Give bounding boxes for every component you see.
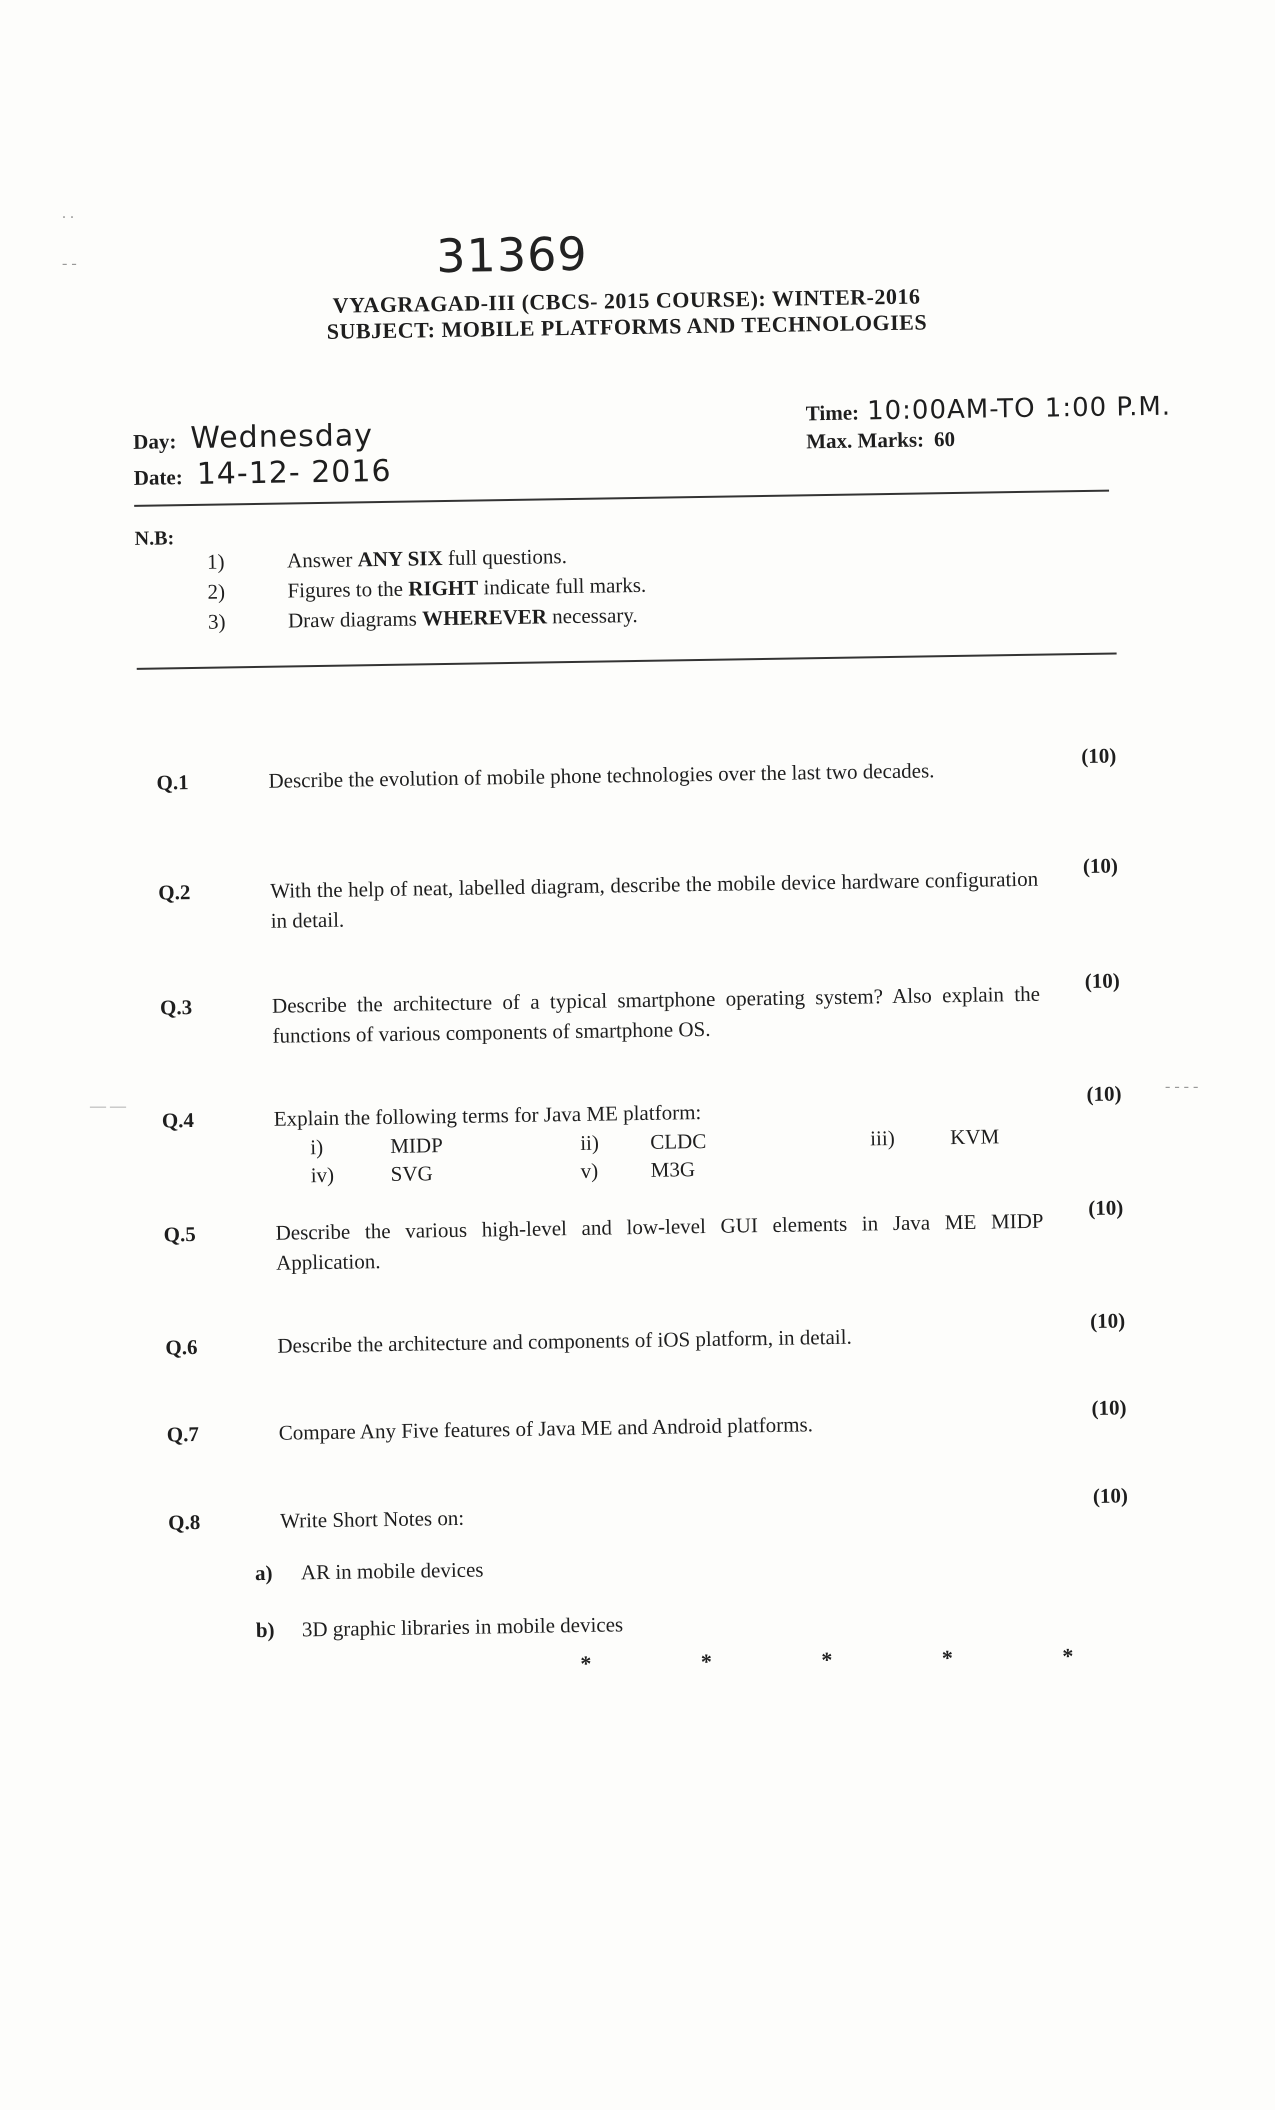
question-4 <box>161 1081 1123 1191</box>
question-text: Describe the various high-level and low-level GUI elements in Java ME MIDP Application. <box>275 1208 1044 1275</box>
question-number: Q.1 <box>156 770 189 795</box>
instruction-item <box>208 600 647 637</box>
instruction-emphasis: ANY SIX <box>357 546 443 572</box>
question-marks: (10) <box>1081 743 1117 769</box>
date-row <box>133 454 391 493</box>
instruction-text: necessary. <box>546 602 638 629</box>
date-value: 14-12- 2016 <box>196 453 392 492</box>
term: KVM <box>950 1124 1000 1150</box>
short-note-a <box>255 1558 484 1587</box>
term: CLDC <box>650 1128 707 1154</box>
question-text: Describe the architecture of a typical smartphone operating system? Also explain the functions of various components of smartphone OS. <box>271 981 1041 1048</box>
question-marks: (10) <box>1088 1195 1124 1220</box>
exam-title: VYAGRAGAD-III (CBCS- 2015 COURSE): WINTER-2016 <box>332 283 921 318</box>
scan-mark: — — <box>90 1098 126 1115</box>
instruction-emphasis: WHEREVER <box>421 604 548 631</box>
term: M3G <box>650 1157 696 1182</box>
question-1 <box>156 743 1117 797</box>
question-marks: (10) <box>1089 1308 1126 1333</box>
max-marks-label: Max. Marks: <box>806 427 925 454</box>
question-number: Q.8 <box>167 1509 201 1535</box>
question-marks: (10) <box>1084 968 1120 994</box>
short-note-letter: a) <box>254 1560 273 1586</box>
divider-top <box>134 490 1109 507</box>
term-number: ii) <box>580 1130 600 1155</box>
time-row <box>806 392 1172 428</box>
question-2 <box>158 853 1119 937</box>
instruction-text: full questions. <box>442 544 568 571</box>
instruction-text: Draw diagrams <box>287 606 423 633</box>
instruction-text: Figures to the <box>287 576 409 603</box>
short-note-text: 3D graphic libraries in mobile devices <box>301 1612 624 1642</box>
instructions-list <box>207 540 647 637</box>
question-number: Q.3 <box>159 995 193 1020</box>
question-number: Q.7 <box>166 1421 200 1447</box>
instruction-number: 2) <box>207 579 226 604</box>
time-value: 10:00AM-TO 1:00 P.M. <box>866 391 1172 427</box>
question-marks: (10) <box>1092 1483 1129 1508</box>
day-row <box>133 418 373 457</box>
day-label: Day: <box>132 429 177 454</box>
question-marks: (10) <box>1086 1081 1122 1106</box>
instruction-text: indicate full marks. <box>478 572 647 600</box>
short-note-b <box>256 1612 624 1643</box>
question-number: Q.4 <box>161 1108 195 1133</box>
question-number: Q.5 <box>163 1222 196 1247</box>
question-text: Describe the evolution of mobile phone technologies over the last two decades. <box>268 758 935 793</box>
nb-label: N.B: <box>134 527 175 550</box>
term-number: iv) <box>310 1162 335 1188</box>
subject-title: SUBJECT: MOBILE PLATFORMS AND TECHNOLOGIES <box>326 309 928 344</box>
instruction-number: 1) <box>206 549 225 574</box>
short-note-letter: b) <box>255 1617 275 1643</box>
instruction-number: 3) <box>207 609 226 634</box>
end-of-paper-stars: * * * * * <box>580 1642 1126 1677</box>
time-label: Time: <box>805 400 860 426</box>
max-marks-row <box>806 427 955 454</box>
question-number: Q.6 <box>165 1334 198 1360</box>
term: SVG <box>390 1161 433 1186</box>
scan-mark: - - - - <box>1165 1078 1199 1095</box>
day-value: Wednesday <box>190 418 374 456</box>
question-marks: (10) <box>1082 853 1119 879</box>
scan-mark: . . <box>62 205 74 222</box>
date-label: Date: <box>133 465 183 490</box>
question-text: Compare Any Five features of Java ME and Android platforms. <box>278 1412 814 1445</box>
question-6 <box>165 1308 1126 1362</box>
term-list <box>310 1120 1123 1189</box>
question-number: Q.2 <box>158 880 191 905</box>
max-marks-value: 60 <box>933 426 956 452</box>
instruction-emphasis: RIGHT <box>408 575 479 601</box>
question-text: Explain the following terms for Java ME platform: <box>273 1100 702 1131</box>
instruction-text: Answer <box>286 547 358 573</box>
divider-bottom <box>137 652 1117 669</box>
term-number: i) <box>310 1134 324 1160</box>
question-text: With the help of neat, labelled diagram, describe the mobile device hardware configuration in detail. <box>270 866 1039 933</box>
term-number: iii) <box>870 1126 895 1151</box>
question-marks: (10) <box>1091 1395 1127 1420</box>
question-7 <box>166 1395 1127 1449</box>
term-number: v) <box>580 1158 599 1183</box>
paper-code: 31369 <box>435 226 589 284</box>
question-8 <box>167 1483 1129 1537</box>
scan-mark: - - <box>62 255 77 272</box>
question-3 <box>159 968 1121 1052</box>
question-text: Describe the architecture and components of iOS platform, in detail. <box>277 1324 852 1358</box>
short-note-text: AR in mobile devices <box>300 1557 484 1585</box>
term: MIDP <box>390 1133 443 1158</box>
question-text: Write Short Notes on: <box>279 1505 465 1533</box>
question-5 <box>163 1195 1124 1279</box>
